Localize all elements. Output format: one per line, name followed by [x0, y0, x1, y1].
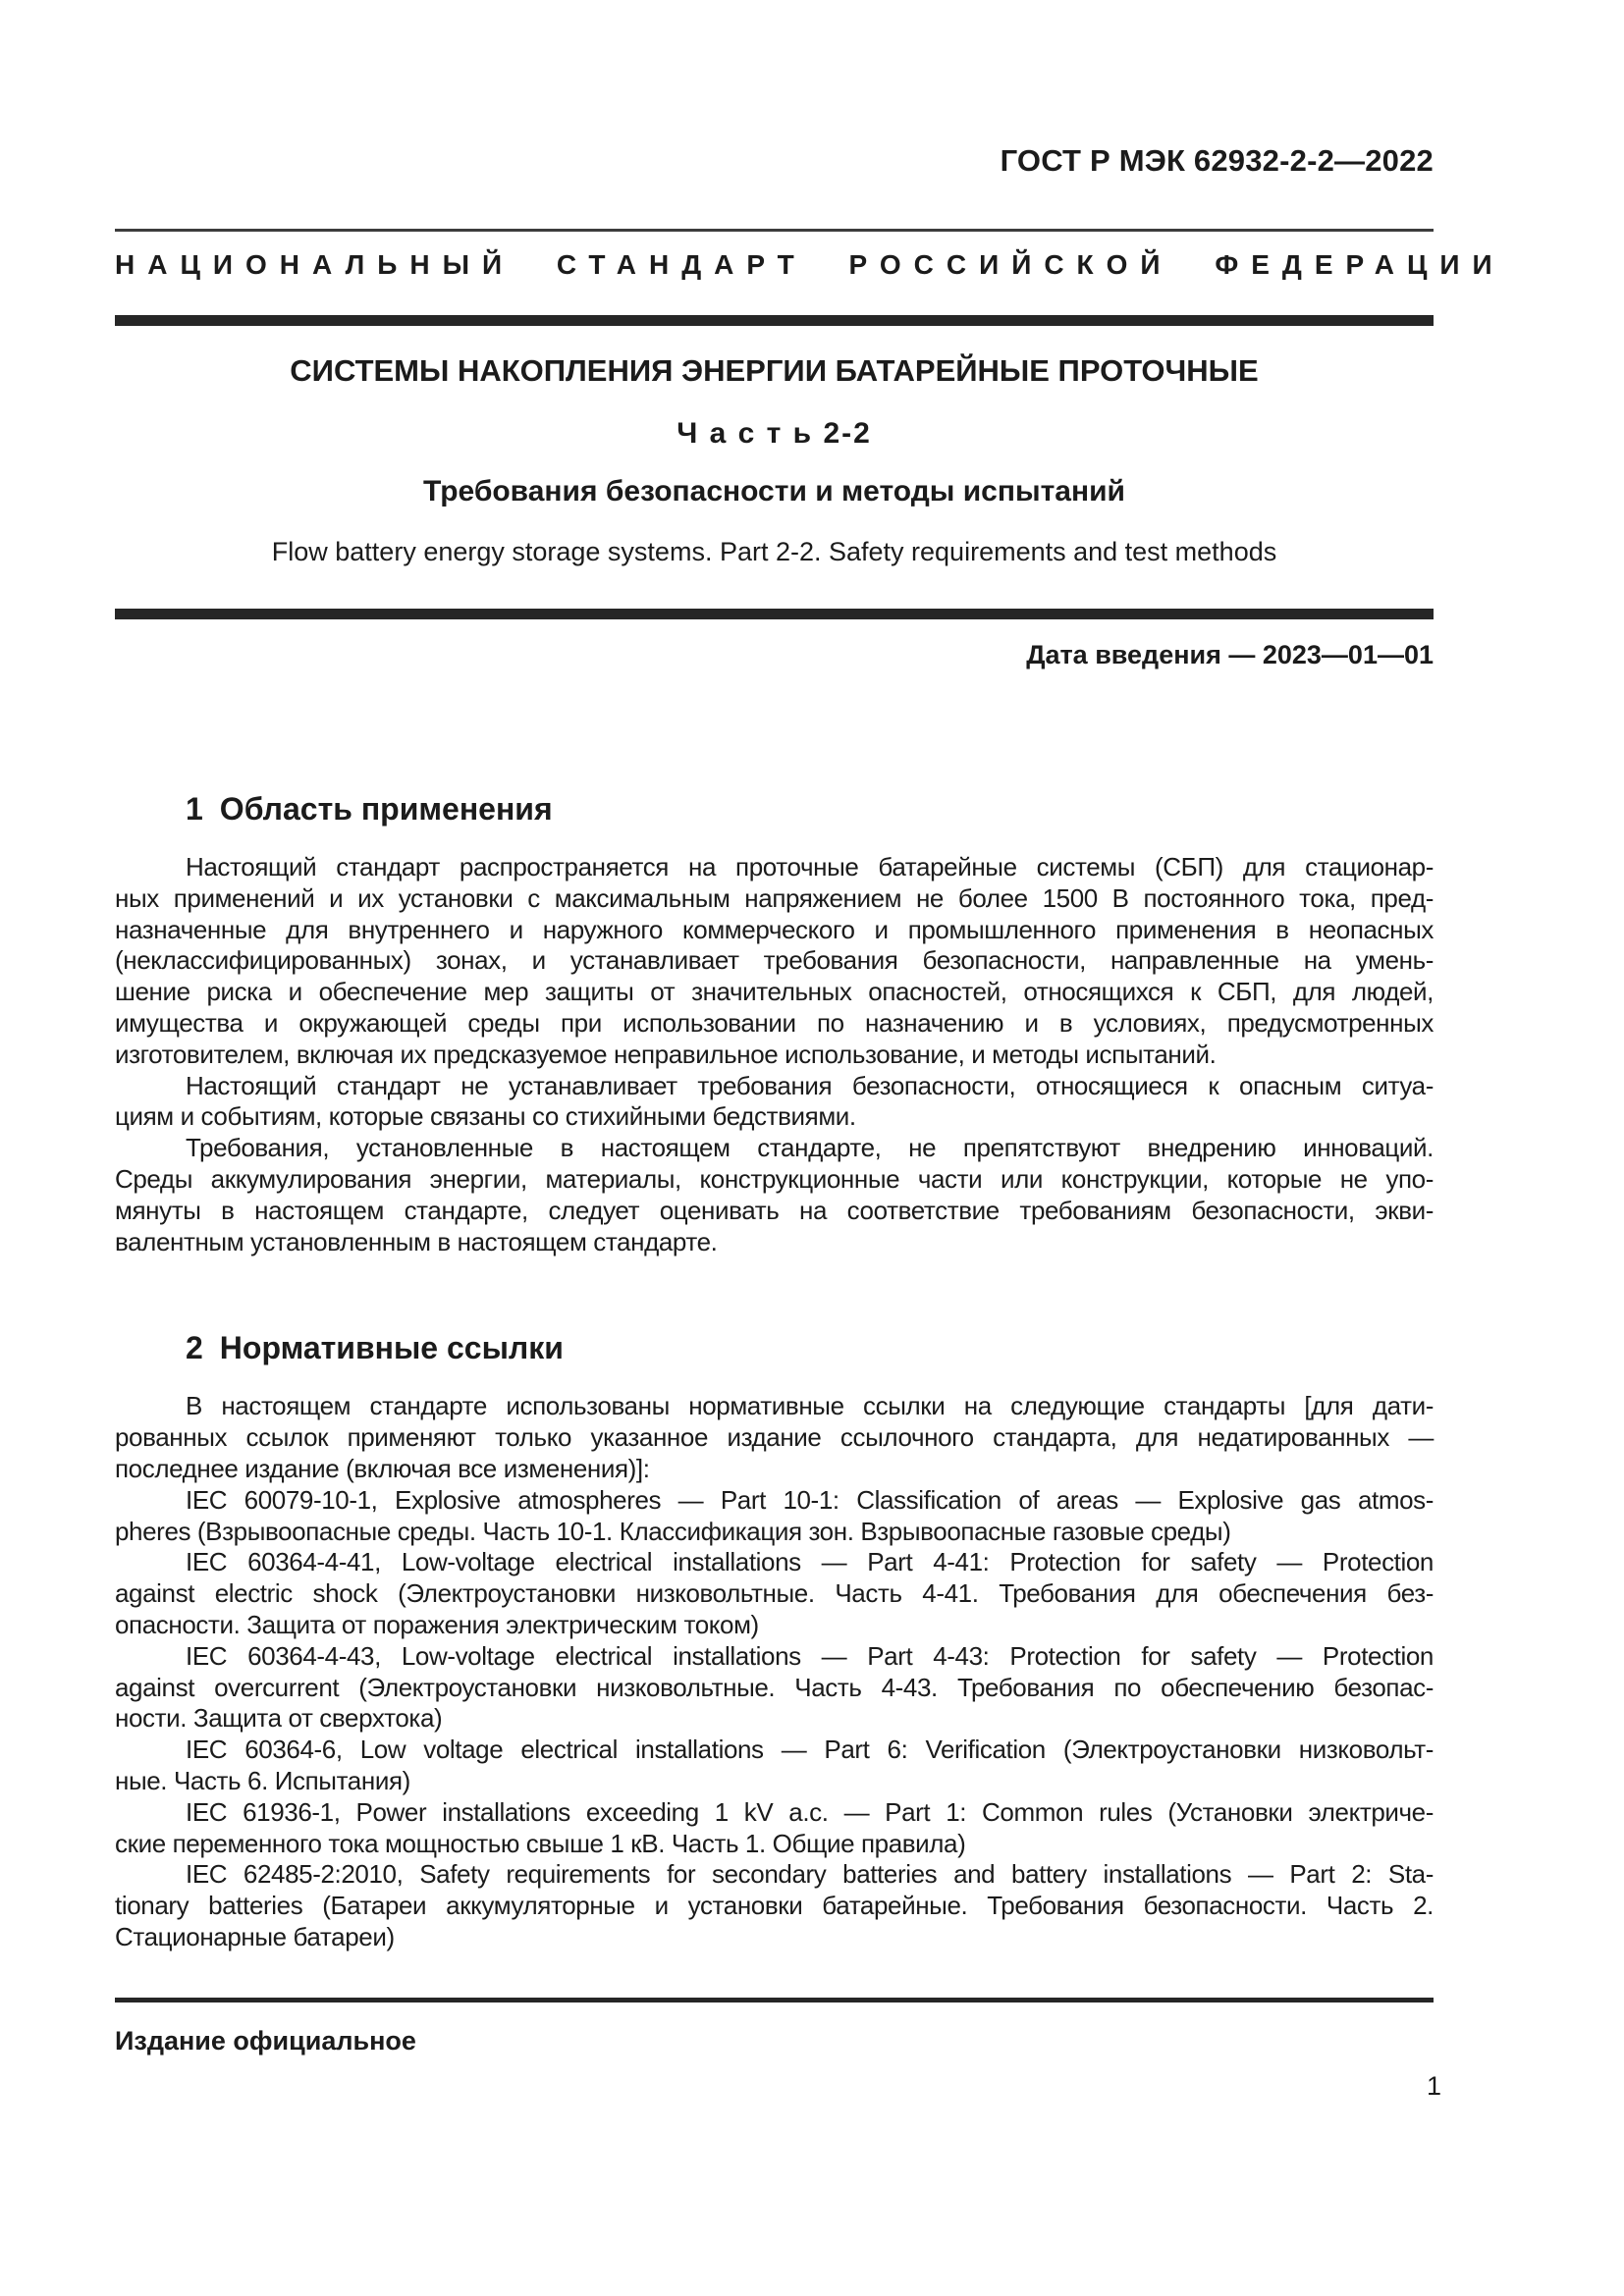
- document-section: [115, 789, 1434, 1257]
- document-title: СИСТЕМЫ НАКОПЛЕНИЯ ЭНЕРГИИ БАТАРЕЙНЫЕ ПРОТОЧНЫЕ: [290, 353, 1259, 388]
- body-line: рованных ссылок применяют только указанное издание ссылочного стандарта, для недатированных —: [115, 1422, 1434, 1453]
- doc-code: ГОСТ Р МЭК 62932-2-2—2022: [1000, 143, 1434, 178]
- section-body: [115, 1391, 1434, 1952]
- body-line: шение риска и обеспечение мер защиты от значительных опасностей, относящихся к СБП, для людей,: [115, 977, 1434, 1007]
- body-line: циям и событиям, которые связаны со стихийными бедствиями.: [115, 1101, 856, 1132]
- document-title-english: Flow battery energy storage systems. Part 2-2. Safety requirements and test methods: [271, 537, 1277, 566]
- body-line: валентным установленным в настоящем стандарте.: [115, 1226, 718, 1256]
- body-line: Среды аккумулирования энергии, материалы, конструкционные части или конструкции, которые не упо-: [115, 1163, 1434, 1194]
- body-line: IEC 61936-1, Power installations exceeding 1 kV a.c. — Part 1: Common rules (Установки электриче-: [186, 1796, 1434, 1827]
- body-line: ные. Часть 6. Испытания): [115, 1765, 410, 1795]
- section-number: 2: [186, 1330, 203, 1366]
- body-line: В настоящем стандарте использованы нормативные ссылки на следующие стандарты [для дати-: [186, 1391, 1434, 1421]
- footer-rule: [115, 1998, 1434, 2002]
- body-line: pheres (Взрывоопасные среды. Часть 10-1. Классификация зон. Взрывоопасные газовые среды): [115, 1516, 1231, 1546]
- body-line: опасности. Защита от поражения электрическим током): [115, 1609, 759, 1639]
- section-heading: [115, 1328, 1434, 1367]
- section-title: Область применения: [219, 791, 553, 827]
- section-number: 1: [186, 791, 203, 827]
- body-line: IEC 60079-10-1, Explosive atmospheres — Part 10-1: Classification of areas — Explosive gas atmos-: [186, 1484, 1434, 1515]
- body-line: изготовителем, включая их предсказуемое неправильное использование, и методы испытаний.: [115, 1039, 1217, 1069]
- header-thin-rule: [115, 229, 1434, 232]
- section-body: [115, 852, 1434, 1257]
- document-body: [115, 789, 1434, 1953]
- edition-note: Издание официальное: [115, 2026, 416, 2056]
- body-line: tionary batteries (Батареи аккумуляторные и установки батарейные. Требования безопасности. Часть 2.: [115, 1891, 1434, 1921]
- effective-date: Дата введения — 2023—01—01: [1026, 640, 1434, 669]
- body-line: Настоящий стандарт распространяется на проточные батарейные системы (СБП) для стационар-: [186, 852, 1434, 881]
- national-standard-banner: НАЦИОНАЛЬНЫЙ СТАНДАРТ РОССИЙСКОЙ ФЕДЕРАЦИИ: [115, 249, 1505, 280]
- section-title: Нормативные ссылки: [219, 1330, 564, 1366]
- body-line: Настоящий стандарт не устанавливает требования безопасности, относящиеся к опасным ситуа-: [186, 1070, 1434, 1100]
- document-part: Ч а с т ь 2-2: [677, 417, 872, 450]
- body-line: назначенные для внутреннего и наружного коммерческого и промышленного применения в неопасных: [115, 914, 1434, 944]
- body-line: IEC 60364-4-41, Low-voltage electrical installations — Part 4-41: Protection for safety — Protection: [186, 1547, 1434, 1577]
- body-line: (неклассифицированных) зонах, и устанавливает требования безопасности, направленные на умень-: [115, 945, 1434, 976]
- body-line: against overcurrent (Электроустановки низковольтные. Часть 4-43. Требования по обеспечению безопас-: [115, 1672, 1434, 1702]
- banner-rule: [115, 315, 1434, 326]
- body-line: последнее издание (включая все изменения)]:: [115, 1453, 650, 1483]
- body-line: ных применений и их установки с максимальным напряжением не более 1500 В постоянного тока, пред-: [115, 882, 1434, 913]
- body-line: Стационарные батареи): [115, 1921, 395, 1951]
- body-line: IEC 62485-2:2010, Safety requirements for secondary batteries and battery installations — Part 2: Sta-: [186, 1859, 1434, 1890]
- body-line: IEC 60364-4-43, Low-voltage electrical installations — Part 4-43: Protection for safety — Protection: [186, 1640, 1434, 1671]
- page-number: 1: [1426, 2071, 1441, 2101]
- document-subtitle: Требования безопасности и методы испытаний: [423, 475, 1125, 507]
- title-block-rule: [115, 609, 1434, 619]
- body-line: ности. Защита от сверхтока): [115, 1703, 443, 1734]
- document-section: [115, 1328, 1434, 1952]
- body-line: against electric shock (Электроустановки низковольтные. Часть 4-41. Требования для обеспечения без-: [115, 1578, 1434, 1609]
- body-line: ские переменного тока мощностью свыше 1 кВ. Часть 1. Общие правила): [115, 1828, 966, 1858]
- body-line: IEC 60364-6, Low voltage electrical installations — Part 6: Verification (Электроустановки низковольт-: [186, 1735, 1434, 1765]
- body-line: мянуты в настоящем стандарте, следует оценивать на соответствие требованиям безопасности, экви-: [115, 1195, 1434, 1225]
- body-line: имущества и окружающей среды при использовании по назначению и в условиях, предусмотренных: [115, 1007, 1434, 1038]
- section-heading: [115, 789, 1434, 828]
- body-line: Требования, установленные в настоящем стандарте, не препятствуют внедрению инноваций.: [186, 1133, 1434, 1163]
